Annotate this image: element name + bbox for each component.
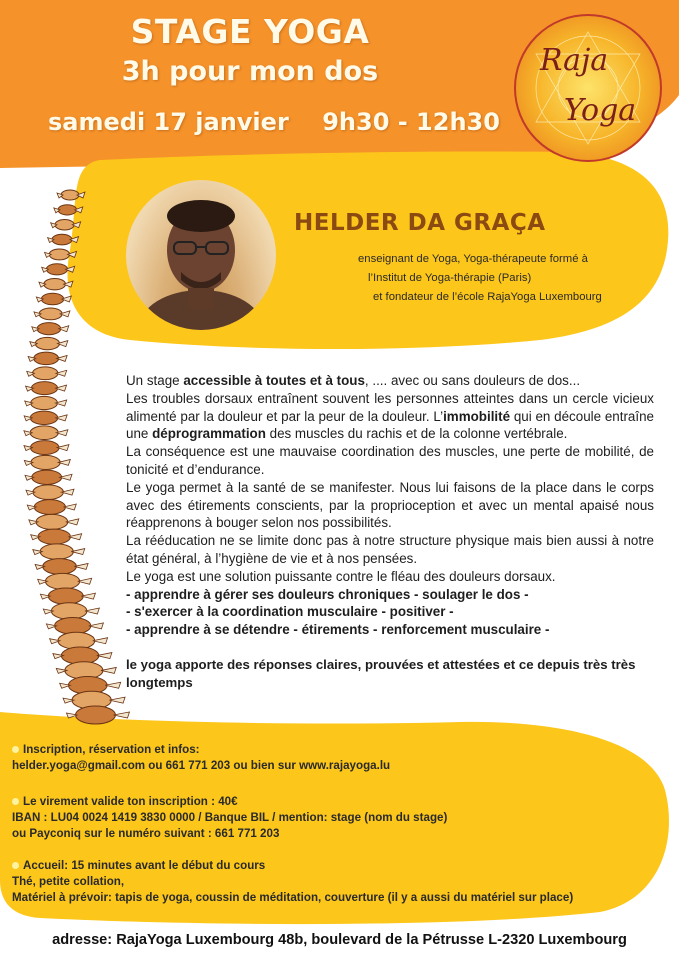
vertebra: [31, 455, 60, 469]
vertebra: [31, 396, 58, 409]
stage-time: 9h30 - 12h30: [322, 108, 500, 136]
vertebra: [46, 264, 67, 275]
vertebra-process: [81, 593, 95, 599]
vertebra-process: [97, 653, 112, 659]
vertebra: [30, 411, 57, 424]
vertebra-process: [85, 608, 99, 614]
stage-date: samedi 17 janvier: [48, 108, 289, 136]
vertebra: [48, 588, 83, 604]
benefit-list-item: - s'exercer à la coordination musculaire - positiver -: [126, 604, 454, 620]
vertebra-process: [101, 667, 116, 673]
teacher-desc-line: enseignant de Yoga, Yoga-thérapeute formé à: [358, 253, 588, 265]
paragraph: Un stage accessible à toutes et à tous, .... avec ou sans douleurs de dos...: [126, 373, 581, 388]
vertebra-process: [93, 638, 108, 644]
teacher-name: HELDER DA GRAÇA: [294, 210, 546, 236]
payconiq-line: ou Payconiq sur le numéro suivant : 661 771 203: [12, 827, 280, 840]
vertebra: [45, 573, 79, 589]
vertebra: [75, 706, 115, 724]
logo-raja-text: Raja: [539, 43, 609, 78]
bullet-icon: [12, 798, 19, 805]
stage-datetime: [10, 108, 500, 136]
vertebra: [37, 323, 61, 335]
info-line: Thé, petite collation,: [12, 875, 125, 888]
vertebra-process: [74, 563, 88, 569]
payment-info: Le virement valide ton inscription : 40€ IBAN : LU04 0024 1419 3830 0000 / Banque BIL / mention: stage (nom du stage) ou Payconiq sur le numéro suivant : 661 771 203: [12, 794, 632, 842]
teacher-desc-line: et fondateur de l’école RajaYoga Luxembourg: [373, 291, 602, 303]
vertebra: [38, 529, 70, 544]
bullet-icon: [12, 746, 19, 753]
iban-line: IBAN : LU04 0024 1419 3830 0000 / Banque BIL / mention: stage (nom du stage): [12, 811, 448, 824]
vertebra: [32, 470, 62, 484]
vertebra-process: [89, 623, 104, 629]
paragraph: Le yoga permet à la santé de se manifester. Nous lui faisons de la place dans le corps avec des étirements conscients, par la proprioception et avec un mental apaisé nous réapprenons à bouger selon nos possibilités.: [126, 479, 654, 531]
vertebra: [36, 514, 68, 529]
registration-info: Inscription, réservation et infos: helder.yoga@gmail.com ou 661 771 203 ou bien sur www.rajayoga.lu: [12, 742, 632, 774]
vertebra-process: [105, 682, 121, 688]
vertebra-process: [113, 712, 129, 718]
info-line: Matériel à prévoir: tapis de yoga, coussin de méditation, couverture (il y a aussi du matériel sur place): [12, 891, 574, 904]
vertebra: [51, 603, 87, 619]
vertebra: [58, 632, 95, 649]
stage-subtitle: 3h pour mon dos: [121, 56, 379, 87]
vertebra: [43, 559, 77, 575]
vertebra: [31, 382, 57, 395]
teacher-description: [330, 250, 640, 307]
rajayoga-logo: [512, 12, 664, 164]
vertebra: [52, 234, 72, 245]
closing-statement: le yoga apporte des réponses claires, prouvées et attestées et ce depuis très très longtemps: [126, 657, 636, 690]
vertebra: [44, 278, 66, 289]
stage-title: STAGE YOGA: [130, 12, 370, 51]
vertebra: [30, 441, 59, 455]
contact-line: helder.yoga@gmail.com ou 661 771 203 ou bien sur www.rajayoga.lu: [12, 759, 391, 772]
vertebra: [34, 352, 59, 365]
bullet-icon: [12, 862, 19, 869]
vertebra: [30, 426, 58, 440]
description-text: [126, 372, 654, 639]
vertebra: [39, 308, 62, 320]
benefit-list-item: - apprendre à gérer ses douleurs chroniques - soulager le dos -: [126, 586, 529, 602]
paragraph: Les troubles dorsaux entraînent souvent les personnes atteintes dans un cercle vicieux alimenté par la douleur et par la peur de la douleur. L’immobilité qui en découle entraîne une déprogrammation des muscles du rachis et de la colonne vertébrale.: [126, 390, 654, 442]
paragraph: La rééducation ne se limite donc pas à notre structure physique mais bien aussi à notre état général, à l’hygiène de vie et à nos pensées.: [126, 533, 654, 566]
paragraph: La conséquence est une mauvaise coordination des muscles, une perte de mobilité, de tonicité et d’endurance.: [126, 444, 654, 477]
vertebra: [41, 293, 63, 305]
teacher-photo: [126, 180, 276, 330]
vertebra: [35, 337, 59, 349]
vertebra-process: [78, 578, 92, 584]
vertebra: [33, 485, 64, 500]
vertebra-process: [109, 697, 125, 703]
vertebra: [40, 544, 73, 559]
vertebra: [49, 249, 70, 260]
teacher-desc-line: l’Institut de Yoga-thérapie (Paris): [368, 272, 532, 284]
vertebra: [34, 500, 65, 515]
vertebra-process: [71, 549, 84, 555]
paragraph: Le yoga est une solution puissante contre le fléau des douleurs dorsaux.: [126, 568, 556, 584]
welcome-info: Accueil: 15 minutes avant le début du cours Thé, petite collation, Matériel à prévoir: tapis de yoga, coussin de méditation, couverture (il y a aussi du matériel sur place): [12, 858, 632, 906]
vertebra: [55, 618, 91, 635]
logo-yoga-text: Yoga: [563, 93, 637, 128]
benefit-list-item: - apprendre à se détendre - étirements - renforcement musculaire -: [126, 622, 550, 638]
vertebra: [32, 367, 58, 380]
address-line: adresse: RajaYoga Luxembourg 48b, boulevard de la Pétrusse L-2320 Luxembourg: [52, 932, 627, 948]
